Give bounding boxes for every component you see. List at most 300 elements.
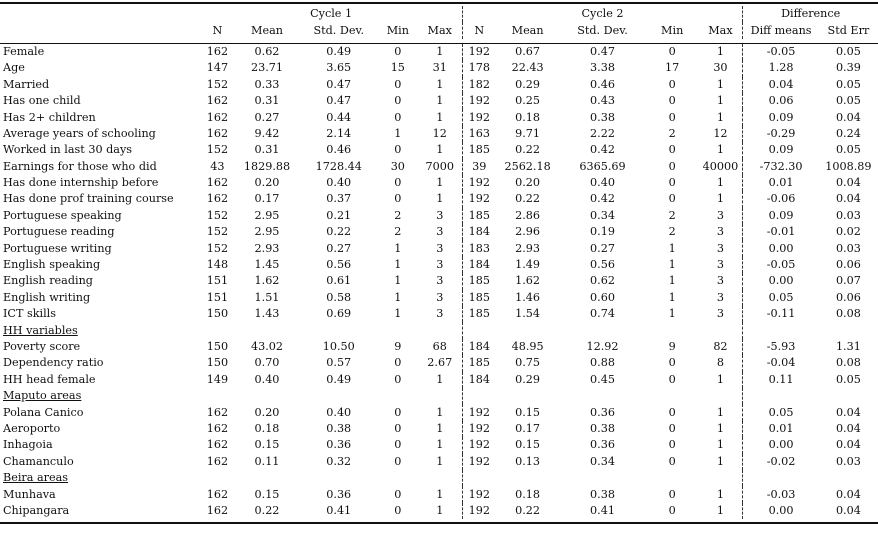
row-label: Aeroporto xyxy=(3,421,61,435)
table-cell: 43.02 xyxy=(250,340,283,353)
table-cell: 0.20 xyxy=(254,176,280,190)
table-cell: 0.27 xyxy=(590,241,615,255)
table-cell: 3 xyxy=(418,290,462,306)
table-cell: 30 xyxy=(390,159,405,173)
table-cell: 0.42 xyxy=(590,143,615,157)
table-cell xyxy=(418,322,462,338)
section-header-row xyxy=(0,322,878,338)
table-cell: 2.86 xyxy=(515,208,541,222)
table-cell: 0.57 xyxy=(326,356,352,370)
table-cell: 0.22 xyxy=(326,225,352,239)
table-cell xyxy=(559,388,646,404)
table-cell: 1 xyxy=(394,258,402,272)
table-row xyxy=(0,43,878,60)
row-label: Has done internship before xyxy=(3,176,159,190)
column-header: Mean xyxy=(251,23,283,37)
table-cell: 3 xyxy=(418,273,462,289)
table-cell: 2 xyxy=(668,225,676,239)
table-cell: 162 xyxy=(206,487,229,501)
table-cell: 150 xyxy=(206,340,229,353)
row-label: Dependency ratio xyxy=(3,356,104,370)
table-row xyxy=(0,224,878,240)
table-row xyxy=(0,306,878,322)
table-cell: 162 xyxy=(206,421,229,435)
table-cell: 1 xyxy=(418,109,462,125)
table-cell: 0.49 xyxy=(326,44,352,58)
table-cell xyxy=(699,470,743,486)
table-cell: 0.22 xyxy=(254,503,280,517)
table-cell xyxy=(462,322,496,338)
table-cell: 1.62 xyxy=(254,274,280,288)
table-cell: 9 xyxy=(394,340,402,353)
table-cell: 0.06 xyxy=(835,258,861,272)
table-cell: 2 xyxy=(394,225,402,239)
table-cell: 0.00 xyxy=(768,438,794,452)
table-cell: 1 xyxy=(699,77,743,93)
table-cell: 0.05 xyxy=(835,372,861,386)
table-cell: 184 xyxy=(468,258,490,272)
table-cell: 0.06 xyxy=(835,290,861,304)
table-row xyxy=(0,208,878,224)
table-cell xyxy=(201,388,235,404)
table-cell xyxy=(559,322,646,338)
table-cell: 185 xyxy=(468,274,490,288)
table-cell xyxy=(646,470,699,486)
table-cell: 0.08 xyxy=(835,356,861,370)
table-cell: 1 xyxy=(418,191,462,207)
row-label: Chamanculo xyxy=(3,454,74,468)
column-header: N xyxy=(474,23,485,37)
table-cell: 148 xyxy=(206,258,229,272)
table-cell: 0 xyxy=(394,487,402,501)
table-cell: 0.04 xyxy=(835,438,861,452)
table-row xyxy=(0,421,878,437)
table-cell: 1.31 xyxy=(835,340,861,353)
table-cell: 43 xyxy=(210,159,225,173)
table-cell: 0.01 xyxy=(768,176,794,190)
table-cell: 1 xyxy=(418,421,462,437)
table-cell: 0 xyxy=(394,192,402,206)
table-cell: 162 xyxy=(206,176,229,190)
table-cell: 1 xyxy=(418,77,462,93)
table-cell: 0.22 xyxy=(515,503,541,517)
table-cell: 1 xyxy=(699,93,743,109)
table-cell: 1 xyxy=(699,503,743,519)
table-cell xyxy=(559,470,646,486)
table-cell: 151 xyxy=(206,274,229,288)
table-cell: 0.41 xyxy=(590,503,615,517)
table-cell: 3 xyxy=(699,306,743,322)
table-cell: -0.04 xyxy=(766,356,796,370)
table-cell: 0.04 xyxy=(835,405,861,419)
table-cell: 0.62 xyxy=(254,44,280,58)
table-cell: 0.44 xyxy=(326,110,352,124)
section-label: Maputo areas xyxy=(3,389,82,403)
table-row xyxy=(0,339,878,355)
table-cell: 150 xyxy=(206,307,229,321)
table-cell: 2.14 xyxy=(326,126,352,140)
table-cell: 12.92 xyxy=(586,340,619,353)
table-cell: 1 xyxy=(699,454,743,470)
table-cell: 0.25 xyxy=(515,94,541,108)
table-cell: 3 xyxy=(418,257,462,273)
column-header: Min xyxy=(661,23,684,37)
table-cell: 7000 xyxy=(418,159,462,175)
table-row xyxy=(0,142,878,158)
table-cell: -0.06 xyxy=(766,192,796,206)
table-cell: 152 xyxy=(206,143,229,157)
table-cell: 1 xyxy=(394,307,402,321)
column-header: Std. Dev. xyxy=(313,23,365,37)
row-label: Inhagoia xyxy=(3,438,53,452)
table-cell: -0.05 xyxy=(766,44,796,58)
table-cell: 0.40 xyxy=(326,405,352,419)
table-cell: 0.04 xyxy=(835,110,861,124)
table-cell: 0.67 xyxy=(515,44,541,58)
table-cell: 1008.89 xyxy=(825,159,872,173)
table-cell: 0.00 xyxy=(768,503,794,517)
table-row xyxy=(0,257,878,273)
table-cell: 1 xyxy=(418,503,462,519)
table-cell: 1 xyxy=(418,437,462,453)
table-cell: 0 xyxy=(668,356,676,370)
row-label: Has 2+ children xyxy=(3,110,96,124)
table-cell: 192 xyxy=(468,44,490,58)
table-cell: 1 xyxy=(418,43,462,60)
table-cell: 9.71 xyxy=(515,126,541,140)
table-cell: 1 xyxy=(418,404,462,420)
table-cell xyxy=(743,388,819,404)
table-cell: 22.43 xyxy=(511,61,544,75)
table-cell: 0.40 xyxy=(326,176,352,190)
table-cell: 152 xyxy=(206,225,229,239)
table-cell: 184 xyxy=(468,340,490,353)
table-cell: 0 xyxy=(668,159,676,173)
table-cell: 2.22 xyxy=(590,126,615,140)
table-cell xyxy=(496,470,559,486)
table-cell xyxy=(300,388,378,404)
table-cell: 0.36 xyxy=(590,438,615,452)
table-cell: 0.08 xyxy=(835,307,861,321)
table-cell: 184 xyxy=(468,372,490,386)
table-cell: 0.04 xyxy=(835,487,861,501)
table-cell: 9 xyxy=(668,340,676,353)
table-cell: 162 xyxy=(206,454,229,468)
table-cell: 0.69 xyxy=(326,307,352,321)
table-cell xyxy=(234,470,299,486)
table-cell: 0.56 xyxy=(326,258,352,272)
table-cell: 0.01 xyxy=(768,421,794,435)
table-cell: 0.33 xyxy=(254,77,280,91)
row-label: Female xyxy=(3,44,45,58)
table-cell xyxy=(201,322,235,338)
table-cell: 3 xyxy=(699,240,743,256)
table-cell: 1 xyxy=(699,404,743,420)
table-cell xyxy=(743,470,819,486)
table-cell: 152 xyxy=(206,77,229,91)
column-header: Max xyxy=(418,22,462,38)
difference-header: Difference xyxy=(781,7,841,21)
table-row xyxy=(0,355,878,371)
table-cell xyxy=(201,470,235,486)
column-header: Std. Dev. xyxy=(577,23,628,37)
table-cell: 0.32 xyxy=(326,454,352,468)
table-cell xyxy=(819,470,878,486)
table-cell: 163 xyxy=(468,126,490,140)
table-cell: 2 xyxy=(394,208,402,222)
table-cell: 0.03 xyxy=(835,208,861,222)
table-cell: 0.18 xyxy=(515,487,541,501)
table-cell: 0.02 xyxy=(835,225,861,239)
row-label: Portuguese reading xyxy=(3,225,115,239)
table-cell: 0 xyxy=(668,176,676,190)
table-row xyxy=(0,126,878,142)
table-cell: 192 xyxy=(468,421,490,435)
row-label: Chipangara xyxy=(3,503,70,517)
table-cell: 0 xyxy=(394,77,402,91)
table-cell: 0.46 xyxy=(590,77,615,91)
table-cell: 2 xyxy=(668,126,676,140)
table-cell xyxy=(378,322,418,338)
column-header-row xyxy=(0,22,878,38)
table-cell: -0.02 xyxy=(766,454,796,468)
table-cell: 0.27 xyxy=(254,110,280,124)
table-cell: 0.04 xyxy=(835,421,861,435)
table-cell: 0.24 xyxy=(835,126,861,140)
table-cell: 0.05 xyxy=(835,143,861,157)
table-row xyxy=(0,175,878,191)
row-label: Age xyxy=(3,61,25,75)
table-cell: 8 xyxy=(699,355,743,371)
table-cell: 2.95 xyxy=(254,225,280,239)
table-cell: 1 xyxy=(699,43,743,60)
table-cell: 162 xyxy=(206,405,229,419)
table-cell: 162 xyxy=(206,503,229,517)
table-cell: 185 xyxy=(468,143,490,157)
section-label: HH variables xyxy=(3,323,78,337)
table-cell: 0.38 xyxy=(590,110,615,124)
table-cell: 12 xyxy=(699,126,743,142)
table-cell xyxy=(234,322,299,338)
row-label: Portuguese writing xyxy=(3,241,112,255)
table-row xyxy=(0,404,878,420)
table-cell: 0.17 xyxy=(254,192,280,206)
table-cell: 1 xyxy=(699,372,743,388)
table-cell: 2 xyxy=(668,208,676,222)
table-cell: -0.05 xyxy=(766,258,796,272)
table-cell: 0 xyxy=(668,438,676,452)
table-cell: 9.42 xyxy=(254,126,280,140)
table-row xyxy=(0,60,878,76)
table-cell: 0.37 xyxy=(326,192,352,206)
table-cell: 0 xyxy=(668,503,676,517)
table-cell: 1 xyxy=(394,290,402,304)
table-row xyxy=(0,290,878,306)
table-cell: 0.47 xyxy=(590,44,615,58)
table-cell: 162 xyxy=(206,192,229,206)
table-cell: 152 xyxy=(206,208,229,222)
table-cell: 1.46 xyxy=(515,290,541,304)
column-header: Min xyxy=(386,23,409,37)
table-cell: 192 xyxy=(468,487,490,501)
table-cell: 0 xyxy=(394,356,402,370)
table-cell: 0.38 xyxy=(326,421,352,435)
table-cell: 0.04 xyxy=(835,192,861,206)
table-cell: 0.29 xyxy=(515,372,541,386)
table-cell: 1 xyxy=(394,274,402,288)
table-cell xyxy=(699,388,743,404)
table-cell: 1829.88 xyxy=(243,159,291,173)
table-cell: 0 xyxy=(668,405,676,419)
table-row xyxy=(0,437,878,453)
table-cell: 192 xyxy=(468,438,490,452)
table-cell: 185 xyxy=(468,307,490,321)
table-cell: 1 xyxy=(418,142,462,158)
table-cell: 0.46 xyxy=(326,143,352,157)
table-cell: 0.38 xyxy=(590,421,615,435)
table-cell: 0.05 xyxy=(835,77,861,91)
table-cell xyxy=(378,388,418,404)
table-cell: 1 xyxy=(699,175,743,191)
group-header-row xyxy=(0,6,878,22)
table-cell: 162 xyxy=(206,110,229,124)
table-cell: 0.15 xyxy=(515,405,541,419)
section-header-row xyxy=(0,388,878,404)
row-label: Has one child xyxy=(3,94,81,108)
row-label: ICT skills xyxy=(3,307,56,321)
table-cell: -0.11 xyxy=(766,307,796,321)
table-cell: 23.71 xyxy=(250,61,283,75)
table-cell: 30 xyxy=(699,60,743,76)
table-cell xyxy=(378,470,418,486)
table-cell: 0 xyxy=(668,143,676,157)
table-cell: 0.00 xyxy=(768,274,794,288)
row-label: Has done prof training course xyxy=(3,192,174,206)
table-cell xyxy=(819,322,878,338)
table-cell: 0.11 xyxy=(254,454,280,468)
table-cell: 0.03 xyxy=(835,241,861,255)
table-cell: 3 xyxy=(699,208,743,224)
table-cell: 1 xyxy=(668,241,676,255)
table-cell xyxy=(418,470,462,486)
table-cell: 0 xyxy=(394,143,402,157)
table-cell xyxy=(462,388,496,404)
table-cell: 3 xyxy=(699,290,743,306)
row-label: Married xyxy=(3,77,50,91)
column-header: N xyxy=(212,23,223,37)
table-cell: 0.58 xyxy=(326,290,352,304)
table-cell: 0.11 xyxy=(768,372,794,386)
table-cell: 0 xyxy=(668,110,676,124)
table-cell: 192 xyxy=(468,192,490,206)
table-cell xyxy=(418,388,462,404)
table-cell: 1 xyxy=(418,372,462,388)
table-cell: 0 xyxy=(394,405,402,419)
row-label: Portuguese speaking xyxy=(3,208,122,222)
table-cell: 0.27 xyxy=(326,241,352,255)
table-cell: 3 xyxy=(418,240,462,256)
table-cell: 0.74 xyxy=(590,307,615,321)
table-cell: 1 xyxy=(699,142,743,158)
table-cell: 0.43 xyxy=(590,94,615,108)
table-cell: 3 xyxy=(418,224,462,240)
column-header: Diff means xyxy=(750,23,812,37)
table-cell: 0 xyxy=(394,94,402,108)
table-cell: 0.20 xyxy=(254,405,280,419)
table-cell: 151 xyxy=(206,290,229,304)
table-cell: 162 xyxy=(206,126,229,140)
table-cell: -0.01 xyxy=(766,225,796,239)
table-cell: 0 xyxy=(668,372,676,386)
table-cell: 185 xyxy=(468,290,490,304)
table-cell: 3.38 xyxy=(590,61,615,75)
table-cell: 0.03 xyxy=(835,454,861,468)
table-cell: 2.93 xyxy=(254,241,280,255)
table-cell: 1 xyxy=(668,258,676,272)
table-cell: 1 xyxy=(418,93,462,109)
table-cell xyxy=(646,388,699,404)
table-cell: 147 xyxy=(206,61,229,75)
table-row xyxy=(0,93,878,109)
table-cell: 0 xyxy=(394,372,402,386)
table-cell: 1 xyxy=(418,486,462,502)
cycle2-header: Cycle 2 xyxy=(462,6,743,22)
table-cell xyxy=(234,388,299,404)
table-cell: 0.45 xyxy=(590,372,615,386)
table-cell: 0 xyxy=(668,94,676,108)
table-cell: 0.29 xyxy=(515,77,541,91)
table-cell: 1 xyxy=(699,486,743,502)
column-header: Max xyxy=(699,22,743,38)
table-cell: 0.18 xyxy=(254,421,280,435)
row-label: Earnings for those who did xyxy=(3,159,157,173)
row-label: English reading xyxy=(3,274,93,288)
table-cell: 1.54 xyxy=(515,307,541,321)
table-cell xyxy=(462,470,496,486)
table-cell: 1 xyxy=(699,421,743,437)
table-cell: 3.65 xyxy=(326,61,352,75)
section-header-row xyxy=(0,470,878,486)
table-cell: 1.45 xyxy=(254,258,280,272)
table-cell: 0.41 xyxy=(326,503,352,517)
table-cell: 10.50 xyxy=(322,340,355,353)
table-cell: 0.56 xyxy=(590,258,615,272)
row-label: Poverty score xyxy=(3,340,81,353)
table-cell xyxy=(699,322,743,338)
table-cell: 0.42 xyxy=(590,192,615,206)
table-cell: 192 xyxy=(468,405,490,419)
table-cell: -0.03 xyxy=(766,487,796,501)
table-cell: 1 xyxy=(699,109,743,125)
table-cell: 1.49 xyxy=(515,258,541,272)
table-cell: 0.09 xyxy=(768,143,794,157)
column-header: Mean xyxy=(511,23,544,37)
table-row xyxy=(0,273,878,289)
table-cell: 68 xyxy=(418,339,462,355)
table-cell: 0.15 xyxy=(254,438,280,452)
table-cell: 162 xyxy=(206,44,229,58)
table-cell: 0.36 xyxy=(590,405,615,419)
table-cell: 192 xyxy=(468,94,490,108)
table-row xyxy=(0,159,878,175)
row-label: English writing xyxy=(3,290,91,304)
column-header: Std Err xyxy=(827,23,870,37)
table-cell: 6365.69 xyxy=(579,159,626,173)
table-cell: 1728.44 xyxy=(315,159,362,173)
table-cell: 0 xyxy=(668,487,676,501)
table-cell: 1.62 xyxy=(515,274,541,288)
table-cell: 31 xyxy=(418,60,462,76)
